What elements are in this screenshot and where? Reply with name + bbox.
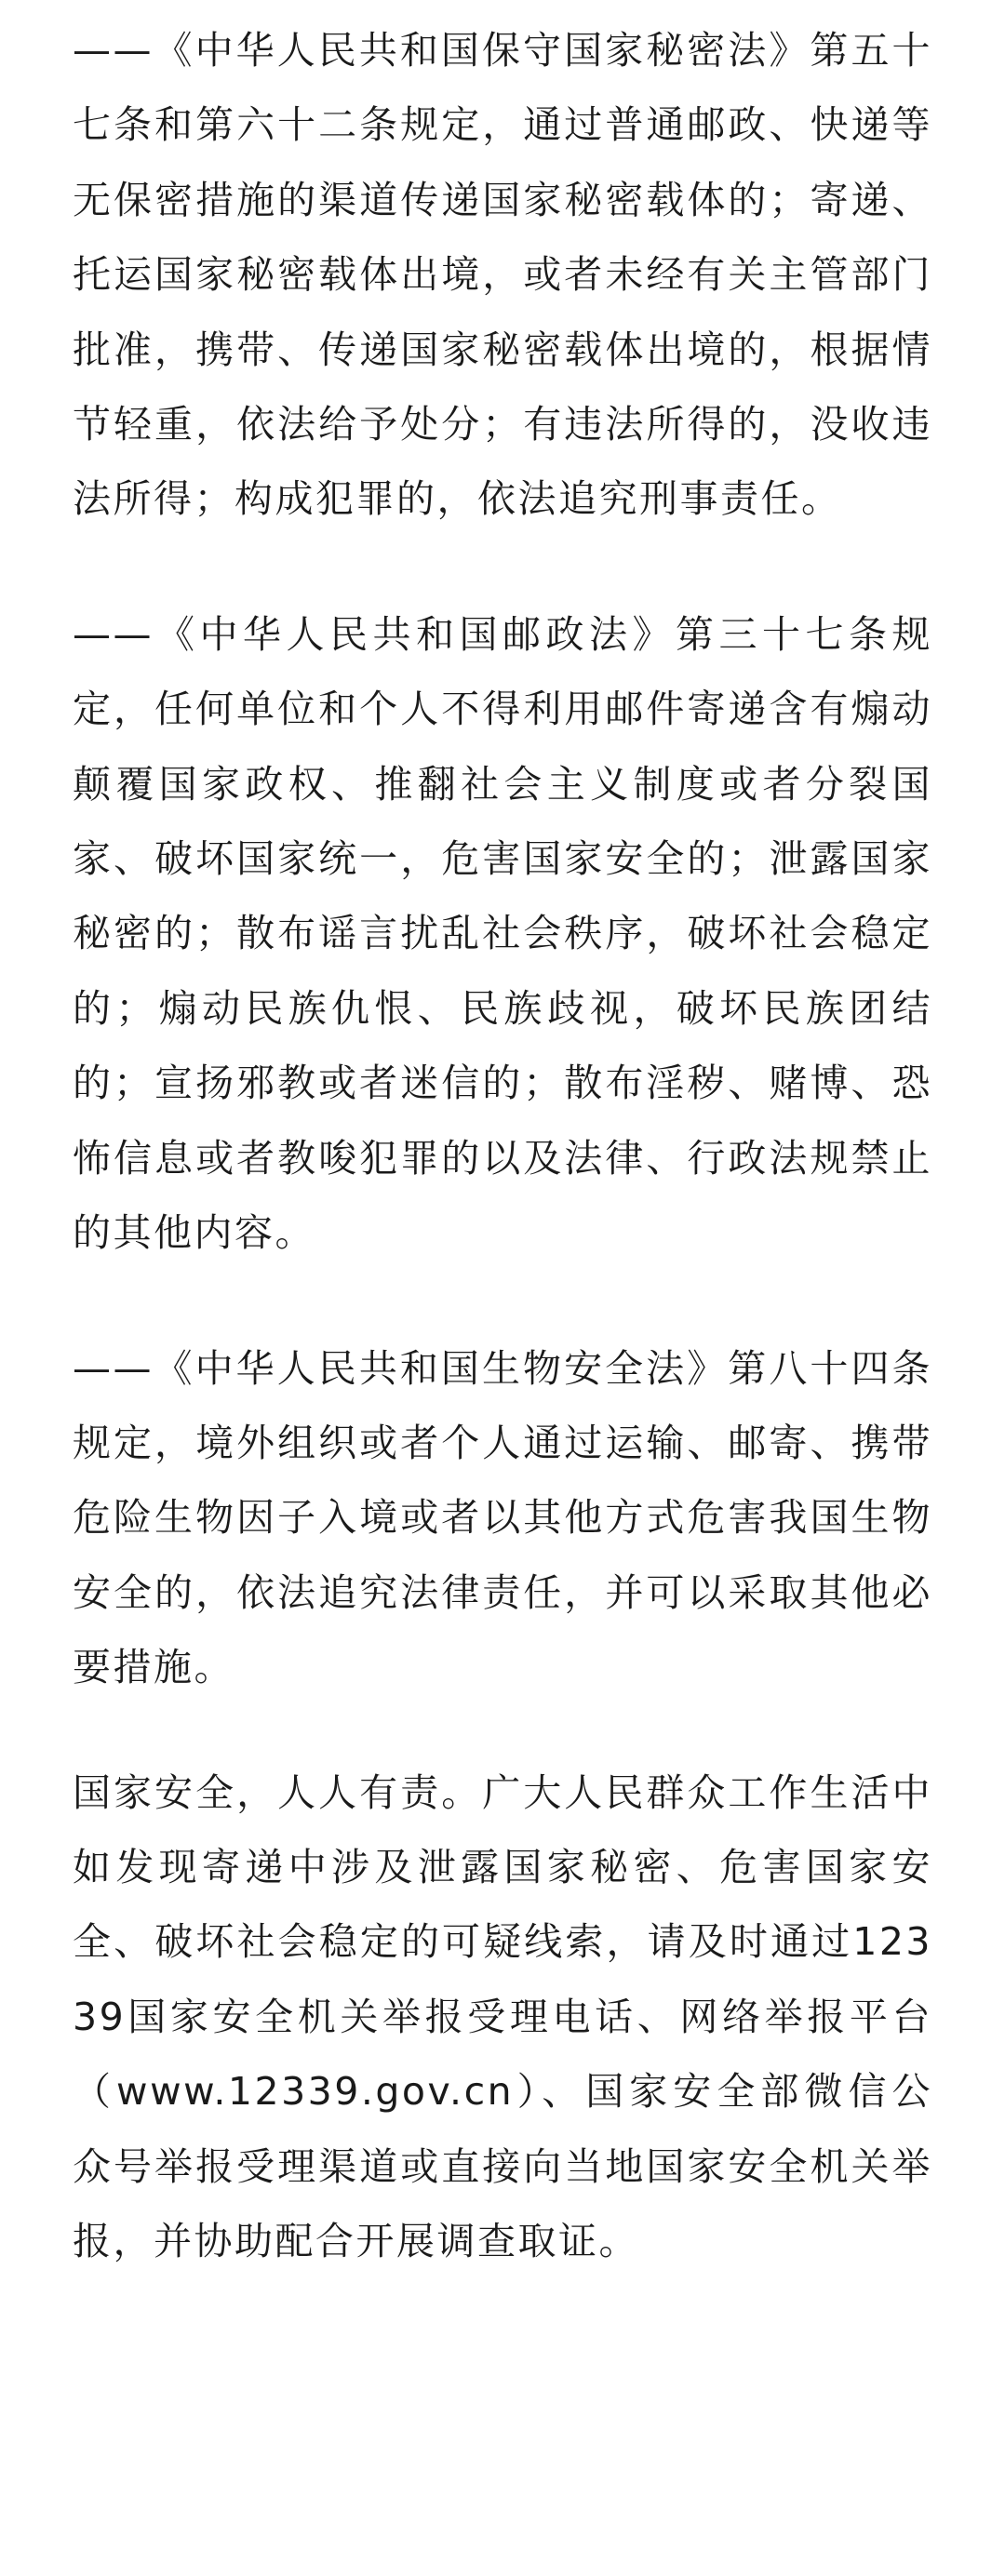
paragraph-reporting-call: 国家安全，人人有责。广大人民群众工作生活中如发现寄递中涉及泄露国家秘密、危害国家安全、破坏社会稳定的可疑线索，请及时通过12339国家安全机关举报受理电话、网络举报平台（www.12339.gov.cn）、国家安全部微信公众号举报受理渠道或直接向当地国家安全机关举报，并协助配合开展调查取证。 [73, 1769, 932, 2263]
paragraph-postal-law: ——《中华人民共和国邮政法》第三十七条规定，任何单位和个人不得利用邮件寄递含有煽动颠覆国家政权、推翻社会主义制度或者分裂国家、破坏国家统一，危害国家安全的；泄露国家秘密的；散布谣言扰乱社会秩序，破坏社会稳定的；煽动民族仇恨、民族歧视，破坏民族团结的；宣扬邪教或者迷信的；散布淫秽、赌博、恐怖信息或者教唆犯罪的以及法律、行政法规禁止的其他内容。 [73, 611, 932, 1256]
paragraph-secrets-law: ——《中华人民共和国保守国家秘密法》第五十七条和第六十二条规定，通过普通邮政、快递等无保密措施的渠道传递国家秘密载体的；寄递、托运国家秘密载体出境，或者未经有关主管部门批准，携带、传递国家秘密载体出境的，根据情节轻重，依法给予处分；有违法所得的，没收违法所得；构成犯罪的，依法追究刑事责任。 [73, 28, 932, 522]
paragraph-biosecurity-law: ——《中华人民共和国生物安全法》第八十四条规定，境外组织或者个人通过运输、邮寄、携带危险生物因子入境或者以其他方式危害我国生物安全的，依法追究法律责任，并可以采取其他必要措施。 [73, 1345, 932, 1690]
article-body [73, 13, 932, 2278]
